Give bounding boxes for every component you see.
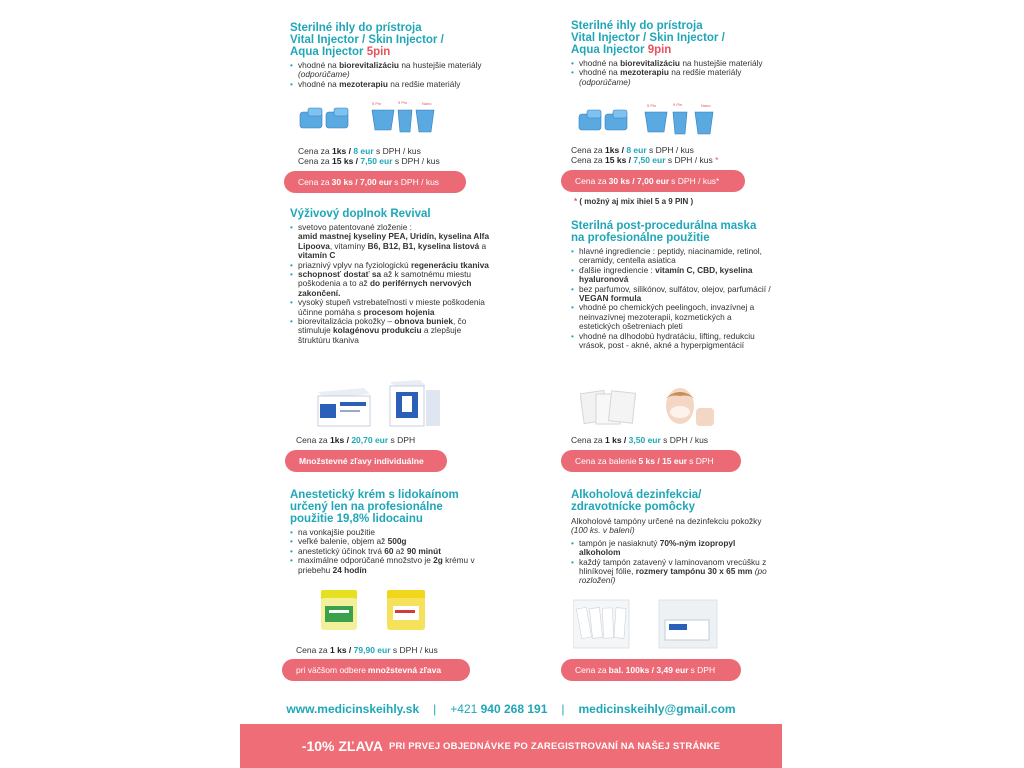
- label-9pin: 9 Pin: [398, 100, 408, 105]
- label-5pin: 5 Pin: [372, 101, 382, 106]
- list-item: • anestetický účinok trvá 60 až 90 minút: [290, 547, 490, 556]
- list-item: • bez parfumov, silikónov, sulfátov, olejov, parfumácií / VEGAN formula: [571, 285, 771, 304]
- list-item: • vhodné po chemických peelingoch, invazívnej a neinvazívnej mezoterapii, kozmetických a estetických ošetreniach pleti: [571, 303, 771, 331]
- price-line: Cena za 1ks / 8 eur s DPH / kus: [298, 146, 421, 156]
- promo-text: PRI PRVEJ OBJEDNÁVKE PO ZAREGISTROVANÍ NA NAŠEJ STRÁNKE: [388, 740, 721, 752]
- feature-list: [290, 61, 510, 89]
- separator: |: [433, 702, 437, 716]
- feature-list: [571, 539, 771, 586]
- feature-list: [571, 247, 771, 350]
- mask-product-image: [580, 386, 720, 428]
- label-nano: Nano: [422, 101, 432, 106]
- bundle-price-pill: Cena za balenie 5 ks / 15 eur s DPH: [561, 450, 741, 472]
- section-needles-9pin: [571, 20, 791, 87]
- feature-list: [290, 223, 490, 345]
- section-revival: [290, 208, 490, 345]
- alcohol-pads-image: [573, 598, 723, 650]
- section-title: Anestetický krém s lidokaínom určený len na profesionálne použitie 19,8% lidocainu: [290, 489, 459, 525]
- list-item: • vysoký stupeň vstrebateľnosti v mieste poškodenia účinne pomáha s procesom hojenia: [290, 298, 490, 317]
- list-item: • vhodné na mezoterapiu na redšie materiály: [290, 80, 510, 89]
- list-item: • maximálne odporúčané množstvo je 2g krému v priebehu 24 hodín: [290, 556, 490, 575]
- description: Alkoholové tampóny určené na dezinfekciu pokožky (100 ks. v balení): [571, 516, 762, 536]
- section-title: Alkoholová dezinfekcia/ zdravotnícke pomôcky: [571, 489, 702, 513]
- promo-discount: -10% ZĽAVA: [301, 738, 383, 754]
- label-9pin: 9 Pin: [673, 102, 683, 107]
- bulk-price-pill: Cena za 30 ks / 7,00 eur s DPH / kus *: [561, 170, 745, 192]
- phone-link[interactable]: +421 940 268 191: [450, 702, 548, 716]
- website-link[interactable]: www.medicinskeihly.sk: [286, 702, 420, 716]
- section-title: Sterilné ihly do prístroja Vital Injector / Skin Injector / Aqua Injector 9pin: [571, 20, 725, 56]
- price-block: Cena za 1 ks / 3,50 eur s DPH / kus: [571, 435, 709, 445]
- price-block: [571, 145, 791, 165]
- list-item: • vhodné na biorevitalizáciu na hustejšie materiály: [571, 59, 791, 68]
- label-5pin: 5 Pin: [647, 103, 657, 108]
- price-block: Cena za 1ks / 20,70 eur s DPH: [296, 435, 416, 445]
- needle-cartridges-image: [577, 100, 727, 140]
- price-block: [298, 146, 518, 166]
- feature-list: [290, 528, 490, 575]
- discount-pill: Množstevné zľavy individuálne: [285, 450, 447, 472]
- section-title: Sterilné ihly do prístroja Vital Injector / Skin Injector / Aqua Injector 5pin: [290, 22, 444, 58]
- list-item: • na vonkajšie použitie: [290, 528, 490, 537]
- promo-banner: [240, 724, 782, 768]
- feature-list: [571, 59, 791, 87]
- cream-jars-image: [315, 586, 445, 634]
- list-item: • veľké balenie, objem až 500g: [290, 537, 490, 546]
- mix-note: * ( možný aj mix ihiel 5 a 9 PIN ): [574, 197, 694, 206]
- package-price-pill: Cena za bal. 100ks / 3,49 eur s DPH: [561, 659, 741, 681]
- pin-label: 9pin: [647, 44, 672, 56]
- list-item: • tampón je nasiaknutý 70%-ným izopropyl alkoholom: [571, 539, 771, 558]
- price-line: Cena za 15 ks / 7,50 eur s DPH / kus *: [571, 155, 719, 165]
- list-item: • každý tampón zatavený v laminovanom vrecúšku z hliníkovej fólie, rozmery tampónu 30 x 65 mm (po rozložení): [571, 558, 771, 586]
- list-item: • priaznivý vplyv na fyziologickú regeneráciu tkaniva: [290, 261, 490, 270]
- pin-label: 5pin: [366, 46, 391, 58]
- list-item: • vhodné na dlhodobú hydratáciu, lifting, redukciu vrások, post - akné, akné a hyperpigmentácií: [571, 332, 771, 351]
- discount-pill: pri väčšom odbere množstevná zľava: [282, 659, 470, 681]
- section-anesthetic-cream: [290, 489, 490, 575]
- list-item: • ďalšie ingrediencie : vitamín C, CBD, kyselina hyaluronová: [571, 266, 771, 285]
- section-mask: [571, 220, 771, 350]
- list-item: • vhodné na mezoterapiu na redšie materiály (odporúčame): [571, 68, 791, 87]
- revival-boxes-image: [310, 378, 450, 428]
- separator: |: [561, 702, 565, 716]
- price-line: Cena za 1ks / 8 eur s DPH / kus: [571, 145, 694, 155]
- bulk-price-pill: Cena za 30 ks / 7,00 eur s DPH / kus: [284, 171, 466, 193]
- list-item: • hlavné ingrediencie : peptidy, niacinamide, retinol, ceramidy, centella asiatica: [571, 247, 771, 266]
- price-line: Cena za 15 ks / 7,50 eur s DPH / kus: [298, 156, 440, 166]
- needle-cartridges-image: [298, 98, 448, 138]
- list-item: • vhodné na biorevitalizáciu na hustejšie materiály (odporúčame): [290, 61, 510, 80]
- email-link[interactable]: medicinskeihly@gmail.com: [578, 702, 736, 716]
- list-item: • svetovo patentované zloženie : amid mastnej kyseliny PEA, Uridín, kyselina Alfa Lipoova, vitamíny B6, B12, B1, kyselina listová a vitamín C: [290, 223, 490, 261]
- list-item: • schopnosť dostať sa až k samotnému miestu poškodenia a to až do periférnych nervových zakončení.: [290, 270, 490, 298]
- section-title: Výživový doplnok Revival: [290, 208, 431, 220]
- section-disinfection: [571, 489, 771, 586]
- price-block: Cena za 1 ks / 79,90 eur s DPH / kus: [296, 645, 438, 655]
- contact-bar: [240, 700, 782, 718]
- label-nano: Nano: [701, 103, 711, 108]
- section-needles-5pin: [290, 22, 510, 89]
- list-item: • biorevitalizácia pokožky – obnova buniek, čo stimuluje kolagénovu produkciu a zlepšuje štruktúru tkaniva: [290, 317, 490, 345]
- section-title: Sterilná post-procedurálna maska na profesionálne použitie: [571, 220, 757, 244]
